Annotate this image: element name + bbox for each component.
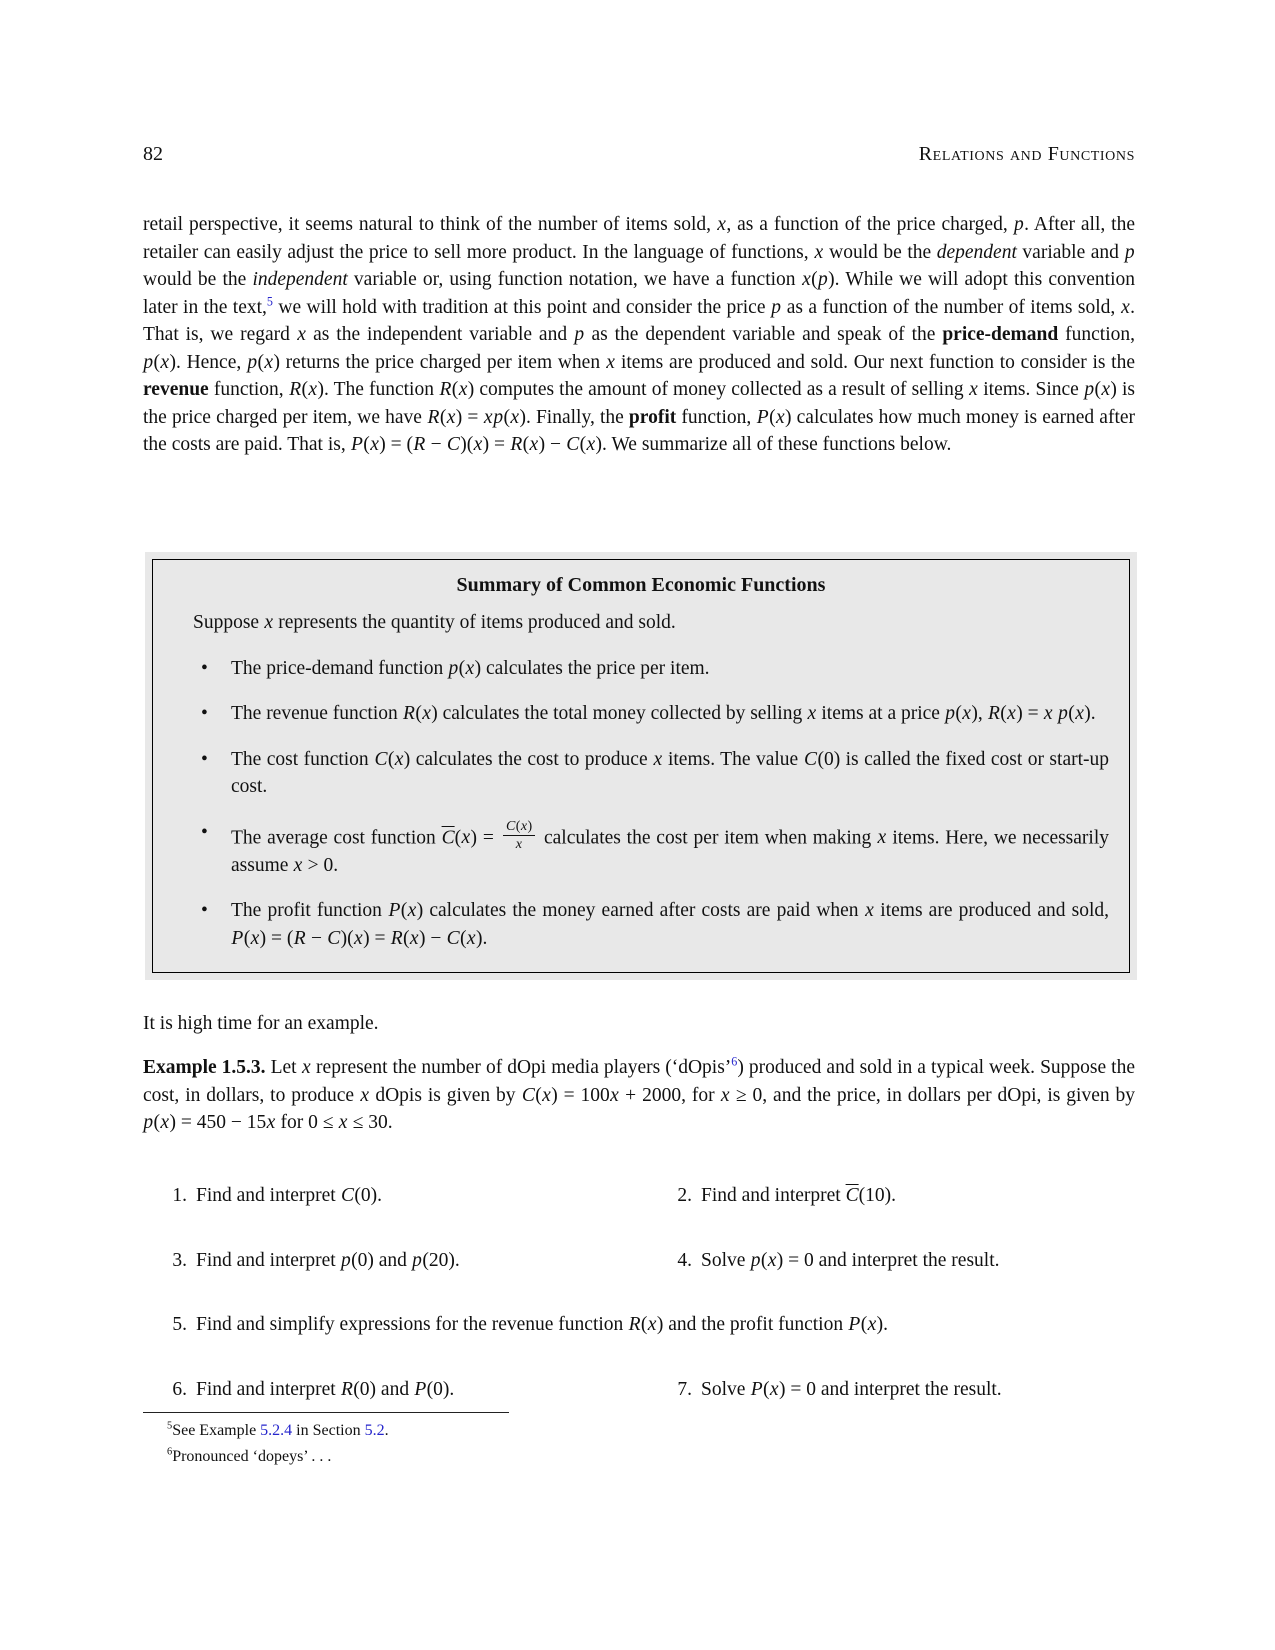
- question-text: Find and interpret R(0) and P(0).: [196, 1378, 455, 1400]
- cross-reference-link[interactable]: 6: [731, 1054, 738, 1069]
- page-content: [143, 0, 1135, 1650]
- bullet-item-revenue: [201, 700, 1113, 728]
- question-text: Solve P(x) = 0 and interpret the result.: [701, 1378, 1002, 1400]
- bullet-marker: •: [201, 748, 208, 770]
- bullet-text: The average cost function $\overline{C}(x)$ = $\frac{C(x)}{x}$ calculates the cost per item when making x items. Here, we necessarily assume x > 0.: [231, 817, 1110, 876]
- question-item-7: [648, 1376, 1135, 1404]
- question-number: 4.: [677, 1249, 692, 1271]
- footnote-text: Pronounced ‘dopeys’ . . .: [172, 1448, 332, 1465]
- example-paragraph: Example 1.5.3. Let x represent the number of dOpi media players (‘dOpis’$^6$) produced and sold in a typical week. Suppose the cost, in dollars, to produce x dOpis is given by C(x) = 100x + 2000, for x ≥ 0, and the price, in dollars per dOpi, is given by p(x) = 450 − 15x for 0 ≤ x ≤ 30.: [143, 1054, 1136, 1133]
- interlude-text: It is high time for an example.: [143, 1013, 379, 1034]
- bullet-item-cost: [201, 746, 1113, 801]
- summary-box-frame: [152, 559, 1130, 973]
- cross-reference-link[interactable]: 5.2: [364, 1422, 385, 1439]
- footnote-area: [143, 1412, 1135, 1470]
- footnote-text: See Example 5.2.4 in Section 5.2.: [172, 1422, 389, 1439]
- question-number: 1.: [172, 1185, 187, 1206]
- question-text: Find and simplify expressions for the revenue function R(x) and the profit function P(x).: [196, 1314, 888, 1335]
- summary-box-title: Summary of Common Economic Functions: [456, 574, 826, 596]
- bullet-item-average-cost: [201, 819, 1113, 880]
- bullet-marker: •: [201, 703, 208, 724]
- fraction: $\frac{C(x)}{x}$: [503, 819, 536, 852]
- cross-reference-link[interactable]: 5: [266, 294, 273, 308]
- page-header: [143, 142, 1135, 166]
- question-item-4: [648, 1247, 1135, 1275]
- question-number: 7.: [677, 1378, 692, 1400]
- question-item-3: [143, 1247, 648, 1275]
- question-number: 5.: [172, 1314, 187, 1335]
- bullet-text: The profit function P(x) calculates the money earned after costs are paid when x items are produced and sold, P(x) = (R − C)(x) = R(x) − C(x).: [231, 900, 1110, 949]
- question-text: Find and interpret C(0).: [196, 1185, 383, 1206]
- footnote-mark: 6: [167, 1446, 173, 1458]
- question-item-6: [143, 1376, 648, 1404]
- question-text: Find and interpret $\overline{C}(10)$.: [701, 1185, 896, 1206]
- question-item-5: [143, 1311, 1135, 1339]
- question-item-1: [143, 1182, 648, 1210]
- bullet-text: The cost function C(x) calculates the cost to produce x items. The value C(0) is called the fixed cost or start-up cost.: [231, 748, 1109, 797]
- bullet-item-price-demand: [201, 655, 1113, 683]
- intro-paragraph: retail perspective, it seems natural to think of the number of items sold, x, as a function of the price charged, p. After all, the retailer can easily adjust the price to sell more product. In the language of functions, x would be the dependent variable and p would be the independent variable or, using function notation, we have a function x(p). While we will adopt this convention later in the text,$^5$ we will hold with tradition at this point and consider the price p as a function of the number of items sold, x. That is, we regard x as the independent variable and p as the dependent variable and speak of the price-demand function, p(x). Hence, p(x) returns the price charged per item when x items are produced and sold. Our next function to consider is the revenue function, R(x). The function R(x) computes the amount of money collected as a result of selling x items. Since p(x) is the price charged per item, we have R(x) = xp(x). Finally, the profit function, P(x) calculates how much money is earned after the costs are paid. That is, P(x) = (R − C)(x) = R(x) − C(x). We summarize all of these functions below.: [143, 214, 1136, 455]
- bullet-marker: •: [201, 821, 208, 843]
- bullet-marker: •: [201, 657, 208, 679]
- question-text: Solve p(x) = 0 and interpret the result.: [701, 1249, 1000, 1271]
- bullet-text: The revenue function R(x) calculates the total money collected by selling x items at a price p(x), R(x) = x p(x).: [231, 703, 1096, 724]
- question-list: [143, 1182, 1135, 1403]
- bullet-marker: •: [201, 900, 208, 922]
- footnote-mark: 5: [167, 1420, 173, 1432]
- question-number: 6.: [172, 1378, 187, 1400]
- footnote-rule: [143, 1412, 509, 1413]
- cross-reference-link[interactable]: 5.2.4: [260, 1422, 293, 1439]
- page-number: 82: [143, 143, 163, 165]
- footnote-5: [143, 1418, 1135, 1444]
- summary-box: [145, 552, 1137, 980]
- question-number: 3.: [172, 1249, 187, 1271]
- question-item-2: [648, 1182, 1135, 1210]
- running-title: Relations and Functions: [918, 143, 1135, 165]
- bullet-text: The price-demand function p(x) calculates the price per item.: [231, 657, 710, 679]
- question-text: Find and interpret p(0) and p(20).: [196, 1249, 460, 1271]
- footnote-6: [143, 1444, 1135, 1470]
- summary-box-intro: Suppose x represents the quantity of items produced and sold.: [193, 612, 676, 633]
- bullet-item-profit: [201, 897, 1113, 952]
- question-number: 2.: [677, 1185, 692, 1206]
